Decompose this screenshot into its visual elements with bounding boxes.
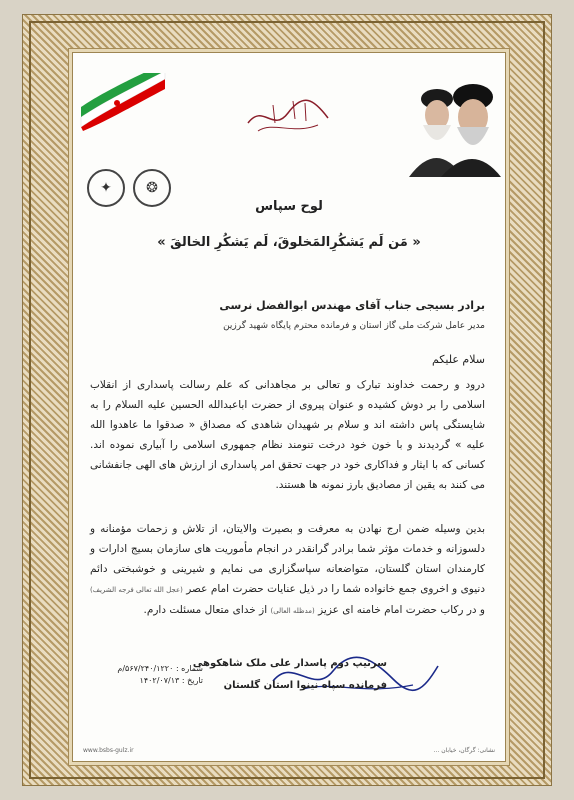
ref-number-row [93, 663, 203, 675]
paragraph-2-part-b: و در رکاب حضرت امام خامنه ای عزیز [318, 604, 485, 616]
certificate-title: لوح سپاس [255, 199, 323, 214]
paragraph-2-part-a: بدین وسیله ضمن ارج نهادن به معرفت و بصیرت والایتان، از تلاش و زحمات مؤمنانه و دلسوزانه و خدمات مؤثر شما برادر گرانقدر در انجام مأموریت های سازمان بسیج ادارات و کارمندان استان گلستان، متواضعانه سپاسگزاری می نمایم و شیرینی و خوشبختی دائم دنیوی و اخروی جمع خانواده شما را در ذیل عنایات حضرت امام عصر [90, 523, 485, 595]
reference-block [93, 663, 203, 687]
bismillah-calligraphy-icon [243, 93, 333, 139]
signature-rank-name: سرتیپ دوم پاسدار علی ملک شاهکوهی [192, 658, 387, 669]
paragraph-2-note-1: (عجل الله تعالی فرجه الشریف) [90, 586, 183, 594]
basij-emblem-icon: ❂ [133, 169, 171, 207]
recipient-name: برادر بسیجی جناب آقای مهندس ابوالفضل نرسی [219, 299, 485, 312]
hadith-quote: « مَن لَم یَشکُرِالمَخلوقَ، لَم یَشکُرِ الخالقَ » [157, 235, 421, 250]
date-value: ۱۴۰۲/۰۷/۱۳ [139, 676, 180, 685]
recipient-role: مدیر عامل شرکت ملی گاز استان و فرمانده محترم پایگاه شهید گرزین [223, 321, 485, 331]
ref-number-value: ۵۶۷/۲۴۰/۱۲۲۰/م [117, 664, 174, 673]
signature-block [187, 653, 387, 697]
body-paragraph-2 [90, 519, 485, 621]
paragraph-2-note-2: (مدظله العالی) [270, 607, 315, 615]
paragraph-2-part-c: از خدای متعال مسئلت دارم. [143, 604, 268, 616]
greeting: سلام علیکم [431, 353, 485, 366]
date-row [93, 675, 203, 687]
iran-flag-icon [77, 73, 169, 131]
footer-address: نشانی: گرگان، خیابان ... [433, 747, 495, 754]
body-paragraph-1: درود و رحمت خداوند تبارک و تعالی بر مجاهدانی که علم رسالت پاسداری از انقلاب اسلامی را بر دوش کشیده و عنوان پیروی از حضرت اباعبدالله الحسین علیه السلام را به شایستگی پاس داشته اند و سلام بر شهیدان شاهدی که مصداق « صدقوا ما عاهدوا الله علیه » گردیدند و با خون خود درخت تنومند نظام جمهوری اسلامی را آبیاری نموده اند. کسانی که با ایثار و فداکاری خود در جهت تحقق امر پاسداری از ارزش های الهی جانفشانی می کنند به یقین از مصادیق بارز نمونه ها هستند. [90, 379, 485, 491]
signature-position: فرمانده سپاه نینوا استان گلستان [223, 680, 387, 691]
irgc-emblem-icon: ✦ [87, 169, 125, 207]
ref-number-label: شماره : [175, 664, 203, 673]
date-label: تاریخ : [181, 676, 203, 685]
footer-website: www.bsbs-gulz.ir [83, 747, 134, 754]
certificate-paper [72, 52, 506, 762]
leaders-portrait-icon [403, 69, 501, 177]
